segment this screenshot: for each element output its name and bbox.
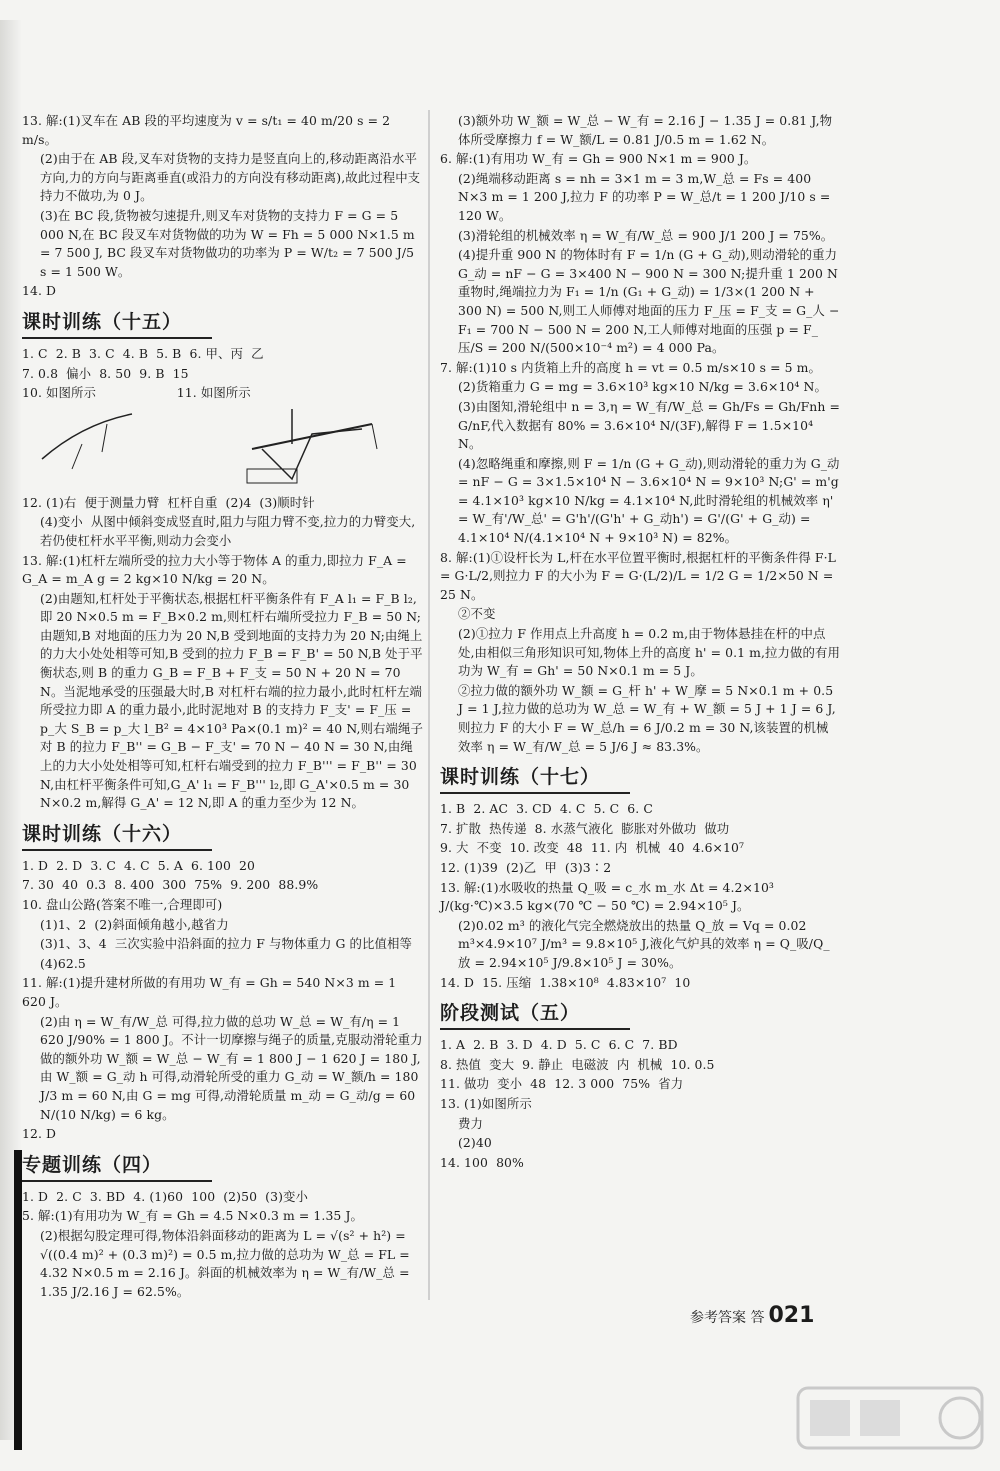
answer-paragraph: 13. 解:(1)水吸收的热量 Q_吸 = c_水 m_水 Δt = 4.2×10³ J/(kg·℃)×3.5 kg×(70 ℃ − 50 ℃) = 2.94×10⁵ J。 <box>440 879 779 914</box>
section-heading: 课时训练（十五） <box>22 307 212 339</box>
answer-paragraph: (2)0.02 m³ 的液化气完全燃烧放出的热量 Q_放 = Vq = 0.02 m³×4.9×10⁷ J/m³ = 9.8×10⁵ J,液化气炉具的效率 η = Q_吸/Q_放 = 2.94×10⁵ J/9.8×10⁵ J = 30%。 <box>458 917 830 970</box>
answer-paragraph: 11. 做功 变小 48 12. 3 000 75% 省力 <box>440 1076 684 1092</box>
lever-diagram-figure <box>22 404 424 494</box>
watermark-logo-icon <box>790 1380 990 1460</box>
answer-paragraph: (2)根据勾股定理可得,物体沿斜面移动的距离为 L = √(s² + h²) = √((0.4 m)² + (0.3 m)²) = 0.5 m,拉力做的总功为 W_总 = FL = 4.32 N×0.5 m = 2.16 J。斜面的机械效率为 η = W_有/W_总 = 1.35 J/2.16 J = 62.5%。 <box>40 1227 414 1299</box>
answer-paragraph: 13. (1)如图所示 <box>440 1095 532 1111</box>
page-footer <box>690 1303 814 1328</box>
answer-paragraph: (2)由 η = W_有/W_总 可得,拉力做的总功 W_总 = W_有/η = 1 620 J/90% = 1 800 J。不计一切摩擦与绳子的质量,克服动滑轮重力做的额外功 W_额 = W_总 − W_有 = 1 800 J − 1 620 J = 180 J,由 W_额 = G_动 h 可得,动滑轮所受的重力 G_动 = W_额/h = 180 J/3 m = 60 N,由 G = mg 可得,动滑轮质量 m_动 = G_动/g = 60 N/(10 N/kg) = 6 kg。 <box>40 1013 423 1122</box>
answer-paragraph: (4)忽略绳重和摩擦,则 F = 1/n (G + G_动),则动滑轮的重力为 G_动 = nF − G = 3×1.5×10⁴ N − 3.6×10⁴ N = 9×10³ N;G' = m'g = 4.1×10³ kg×10 N/kg = 4.1×10⁴ N,此时滑轮组的机械效率 η' = W_有'/W_总' = G'h'/(G'h' + G_动h') = G'/(G' + G_动) = 4.1×10⁴ N/(4.1×10⁴ N + 9×10³ N) = 82%。 <box>458 455 844 546</box>
answer-paragraph: ②不变 <box>458 606 496 622</box>
answer-paragraph: (2)绳端移动距离 s = nh = 3×1 m = 3 m,W_总 = Fs = 400 N×3 m = 1 200 J,拉力 F 的功率 P = W_总/t = 1 200 J/10 s = 120 W。 <box>458 170 835 223</box>
section-heading: 阶段测试（五） <box>440 998 630 1030</box>
answer-paragraph: 13. 解:(1)叉车在 AB 段的平均速度为 v = s/t₁ = 40 m/20 s = 2 m/s。 <box>22 113 395 147</box>
answer-paragraph: 13. 解:(1)杠杆左端所受的拉力大小等于物体 A 的重力,即拉力 F_A = G_A = m_A g = 2 kg×10 N/kg = 20 N。 <box>22 552 411 587</box>
answer-paragraph: 12. (1)39 (2)乙 甲 (3)3∶2 <box>440 859 612 875</box>
answer-paragraph: (2)①拉力 F 作用点上升高度 h = 0.2 m,由于物体悬挂在杆的中点处,由相似三角形知识可知,物体上升的高度 h' = 0.1 m,拉力做的有用功为 W_有 = Gh' = 50 N×0.1 m = 5 J。 <box>458 626 840 679</box>
answer-paragraph: 费力 <box>458 1115 483 1131</box>
lever-diagram-icon <box>22 404 402 494</box>
footer-label: 参考答案 答 <box>690 1310 765 1326</box>
answer-paragraph: (1)1、2 (2)斜面倾角越小,越省力 <box>40 916 229 932</box>
section-heading: 专题训练（四） <box>22 1150 212 1182</box>
right-column <box>440 112 845 1173</box>
answer-paragraph: 8. 热值 变大 9. 静止 电磁波 内 机械 10. 0.5 <box>440 1056 715 1072</box>
answer-paragraph: 7. 0.8 偏小 8. 50 9. B 15 <box>22 365 189 381</box>
answer-paragraph: 8. 解:(1)①设杆长为 L,杆在水平位置平衡时,根据杠杆的平衡条件得 F·L = G·L/2,则拉力 F 的大小为 F = G·(L/2)/L = 1/2 G = 1/2×50 N = 25 N。 <box>440 549 841 602</box>
answer-paragraph: 12. (1)右 便于测量力臂 杠杆自重 (2)4 (3)顺时针 <box>22 494 315 510</box>
answer-paragraph: (2)由题知,杠杆处于平衡状态,根据杠杆平衡条件有 F_A l₁ = F_B l₂,即 20 N×0.5 m = F_B×0.2 m,则杠杆右端所受拉力 F_B = 50 N;由题知,B 对地面的压力为 20 N,B 受到地面的支持力为 20 N;由绳上的力大小处处相等可知,B 受到的拉力 F_B = F_B' = 50 N,B 处于平衡状态,则 B 的重力 G_B = F_B + F_支 = 50 N + 20 N = 70 N。当泥地承受的压强最大时,B 对杠杆右端的拉力最小,此时杠杆左端所受拉力即 A 的重力最小,此时泥地对 B 的支持力 F_支' = F_压 = p_大 S_B = p_大 l_B² = 4×10³ Pa×(0.1 m)² = 40 N,则右端绳子对 B 的拉力 F_B'' = G_B − F_支' = 70 N − 40 N = 30 N,由绳上的力大小处处相等可知,杠杆右端受到的拉力 F_B''' = F_B'' = 30 N,由杠杆平衡条件可知,G_A' l₁ = F_B''' l₂,即 G_A'×0.5 m = 30 N×0.2 m,解得 G_A' = 12 N,即 A 的重力至少为 12 N。 <box>40 590 423 811</box>
answer-paragraph: 10. 盘山公路(答案不唯一,合理即可) <box>22 897 223 912</box>
answer-paragraph: 1. B 2. AC 3. CD 4. C 5. C 6. C <box>440 801 653 817</box>
answer-paragraph: (4)变小 从图中倾斜变成竖直时,阻力与阻力臂不变,拉力的力臂变大,若仍使杠杆水平平衡,则动力会变小 <box>40 514 416 548</box>
answer-paragraph: 7. 扩散 热传递 8. 水蒸气液化 膨胀对外做功 做功 <box>440 820 730 836</box>
answer-paragraph: (2)40 <box>458 1135 492 1151</box>
answer-paragraph: 1. D 2. C 3. BD 4. (1)60 100 (2)50 (3)变小 <box>22 1188 308 1204</box>
answer-paragraph: 12. D <box>22 1126 57 1142</box>
answer-paragraph: 14. D <box>22 283 57 299</box>
answer-paragraph: 14. D 15. 压缩 1.38×10⁸ 4.83×10⁷ 10 <box>440 974 691 990</box>
answer-paragraph: (3)滑轮组的机械效率 η = W_有/W_总 = 900 J/1 200 J = 75%。 <box>458 227 834 243</box>
answer-paragraph: (4)提升重 900 N 的物体时有 F = 1/n (G + G_动),则动滑轮的重力 G_动 = nF − G = 3×400 N − 900 N = 300 N;提升重 1 200 N 重物时,绳端拉力为 F₁ = 1/n (G₁ + G_动) = 1/3×(1 200 N + 300 N) = 500 N,则工人师傅对地面的压力 F_压 = F_支 = G_人 − F₁ = 700 N − 500 N = 200 N,工人师傅对地面的压强 p = F_压/S = 200 N/(500×10⁻⁴ m²) = 4 000 Pa。 <box>458 247 844 356</box>
section-heading: 课时训练（十六） <box>22 819 212 851</box>
left-column <box>22 112 424 1302</box>
answer-paragraph: 11. 解:(1)提升建材所做的有用功 W_有 = Gh = 540 N×3 m = 1 620 J。 <box>22 975 401 1009</box>
answer-paragraph: 1. C 2. B 3. C 4. B 5. B 6. 甲、丙 乙 <box>22 345 264 361</box>
answer-paragraph: (4)62.5 <box>40 955 86 971</box>
answer-paragraph: (3)由图知,滑轮组中 n = 3,η = W_有/W_总 = Gh/Fs = Gh/Fnh = G/nF,代入数据有 80% = 3.6×10⁴ N/(3F),解得 F = 1.5×10⁴ N。 <box>458 398 845 452</box>
answer-paragraph: (2)货箱重力 G = mg = 3.6×10³ kg×10 N/kg = 3.6×10⁴ N。 <box>458 379 827 395</box>
answer-paragraph: 14. 100 80% <box>440 1154 524 1170</box>
answer-paragraph: 1. D 2. D 3. C 4. C 5. A 6. 100 20 <box>22 857 256 873</box>
answer-paragraph: 7. 解:(1)10 s 内货箱上升的高度 h = vt = 0.5 m/s×10 s = 5 m。 <box>440 359 822 375</box>
answer-paragraph: 9. 大 不变 10. 改变 48 11. 内 机械 40 4.6×10⁷ <box>440 840 745 856</box>
answer-paragraph: (3)额外功 W_额 = W_总 − W_有 = 2.16 J − 1.35 J = 0.81 J,物体所受摩擦力 f = W_额/L = 0.81 J/0.5 m = 1.62 N。 <box>458 113 833 147</box>
section-heading: 课时训练（十七） <box>440 762 630 794</box>
answer-paragraph: (2)由于在 AB 段,叉车对货物的支持力是竖直向上的,移动距离沿水平方向,力的方向与距离垂直(或沿力的方向没有移动距离),故此过程中支持力不做功,为 0 J。 <box>40 151 421 204</box>
answer-paragraph: (3)在 BC 段,货物被匀速提升,则叉车对货物的支持力 F = G = 5 000 N,在 BC 段叉车对货物做的功为 W = Fh = 5 000 N×1.5 m = 7 500 J, BC 段叉车对货物做功的功率为 P = W/t₂ = 7 500 J/5 s = 1 500 W。 <box>40 207 419 279</box>
answer-paragraph: 6. 解:(1)有用功 W_有 = Gh = 900 N×1 m = 900 J。 <box>440 151 757 167</box>
answer-paragraph: (3)1、3、4 三次实验中沿斜面的拉力 F 与物体重力 G 的比值相等 <box>40 936 413 952</box>
column-divider <box>428 110 430 1300</box>
answer-paragraph: 10. 如图所示 11. 如图所示 <box>22 385 251 401</box>
page-number: 021 <box>768 1303 815 1328</box>
answer-paragraph: 1. A 2. B 3. D 4. D 5. C 6. C 7. BD <box>440 1037 678 1053</box>
answer-paragraph: ②拉力做的额外功 W_额 = G_杆 h' + W_摩 = 5 N×0.1 m + 0.5 J = 1 J,拉力做的总功为 W_总 = W_有 + W_额 = 5 J + 1 J = 6 J,则拉力 F 的大小 F = W_总/h = 6 J/0.2 m = 30 N,该装置的机械效率 η = W_有/W_总 = 5 J/6 J ≈ 83.3%。 <box>458 682 838 754</box>
answer-paragraph: 7. 30 40 0.3 8. 400 300 75% 9. 200 88.9% <box>22 877 319 893</box>
spine-shadow <box>14 1150 22 1450</box>
answer-paragraph: 5. 解:(1)有用功为 W_有 = Gh = 4.5 N×0.3 m = 1.35 J。 <box>22 1208 364 1224</box>
